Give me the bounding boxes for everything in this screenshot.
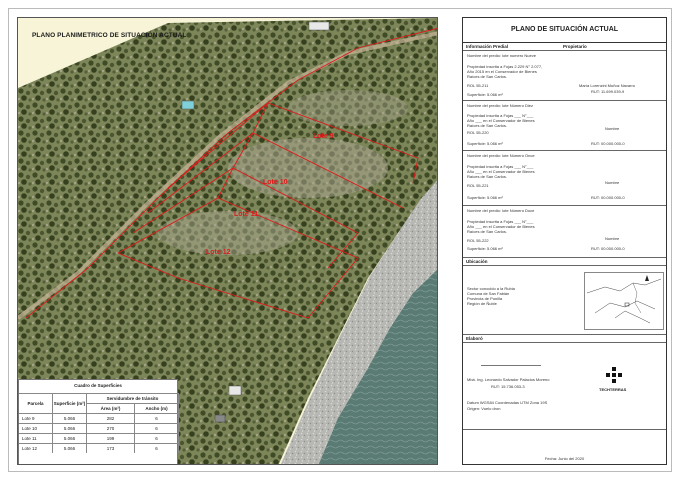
property-superficie: Superficie: 5.066 m² bbox=[467, 246, 503, 251]
property-rol: ROL 55-220 bbox=[467, 130, 489, 135]
owner-rut: RUT: 00.000.000-0 bbox=[591, 246, 625, 251]
owner-name: María Lorenzini Muñoz Navarro bbox=[579, 83, 636, 88]
orthophoto-map bbox=[17, 17, 438, 465]
table-cell: Lote 10 bbox=[19, 423, 53, 433]
owner-name: Nombre bbox=[605, 180, 620, 185]
table-cell: 6 bbox=[135, 423, 179, 433]
date-label: Fecha: Junio del 2020 bbox=[544, 456, 585, 461]
section-ubicacion-label: Ubicación bbox=[466, 259, 488, 264]
property-block-9 bbox=[463, 51, 666, 101]
property-block-12 bbox=[463, 206, 666, 258]
property-line: Año ___ en el Conservador de Bienes bbox=[467, 118, 535, 123]
owner-rut: RUT: 00.000.000-0 bbox=[591, 195, 625, 200]
owner-name: Nombre bbox=[605, 236, 620, 241]
table-cell: 6 bbox=[135, 433, 179, 443]
section-header-ubicacion bbox=[463, 258, 666, 266]
table-cell: 5.066 bbox=[53, 413, 87, 423]
location-line: Sector conocido a la Rubia bbox=[467, 286, 515, 291]
location-line: Región de Ñuble bbox=[467, 301, 497, 306]
property-superficie: Superficie: 5.066 m² bbox=[467, 92, 503, 97]
property-line: Raíces de San Carlos. bbox=[467, 229, 508, 234]
table-cell: 282 bbox=[87, 413, 135, 423]
property-rol: ROL 55-221 bbox=[467, 183, 489, 188]
elab-name: Mbá. Ing. Leonardo Salvador Palacios Moreno bbox=[467, 377, 550, 382]
section-header-predial bbox=[463, 43, 666, 51]
property-name: Nombre del predio: lote Número Once bbox=[467, 153, 535, 158]
lot-label-11: Lote 11 bbox=[234, 211, 259, 218]
property-block-10 bbox=[463, 101, 666, 151]
location-map-graphic bbox=[585, 273, 663, 329]
col-parcela: Parcela bbox=[19, 393, 53, 413]
property-superficie: Superficie: 5.066 m² bbox=[467, 195, 503, 200]
owner-name: Nombre bbox=[605, 126, 620, 131]
surface-table bbox=[18, 379, 178, 465]
section-predial-label: Información Predial bbox=[466, 44, 509, 49]
info-title: PLANO DE SITUACIÓN ACTUAL bbox=[463, 18, 666, 43]
location-line: Comuna de San Fabián bbox=[467, 291, 510, 296]
property-line: Raíces de San Carlos. bbox=[467, 123, 508, 128]
table-cell: 6 bbox=[135, 413, 179, 423]
owner-rut: RUT: 11.699.039-9 bbox=[591, 89, 625, 94]
elab-note: Origen: Vuelo dron bbox=[467, 406, 501, 411]
elab-rut: RUT: 15.736.053-3 bbox=[491, 384, 525, 389]
lot-label-9: Lote 9 bbox=[313, 133, 334, 140]
elab-note: Datum WGS84 Coordenadas UTM Zona 19S bbox=[467, 400, 548, 405]
map-title: PLANO PLANIMETRICO DE SITUACIÓN ACTUAL bbox=[32, 32, 187, 39]
property-line: Año 2015 en el Conservador de Bienes bbox=[467, 69, 537, 74]
table-cell: 5.066 bbox=[53, 443, 87, 453]
table-cell: 6 bbox=[135, 443, 179, 453]
property-line: Propiedad inscrita a Fojas ___ N°___ bbox=[467, 164, 534, 169]
surface-table-grid bbox=[19, 393, 177, 453]
property-line: Año ___ en el Conservador de Bienes bbox=[467, 224, 535, 229]
property-name: Nombre del predio: lote Número Diez bbox=[467, 103, 534, 108]
property-line: Raíces de San Carlos. bbox=[467, 174, 508, 179]
property-rol: ROL 55-211 bbox=[467, 83, 489, 88]
section-propietario-label: Propietario bbox=[563, 44, 587, 49]
signature-line bbox=[481, 365, 541, 366]
property-block-11 bbox=[463, 151, 666, 206]
location-line: Provincia de Punilla bbox=[467, 296, 503, 301]
title-block bbox=[462, 17, 667, 465]
lot-label-12: Lote 12 bbox=[206, 249, 231, 256]
surface-table-title: Cuadro de Superficies bbox=[74, 383, 122, 388]
property-line: Año ___ en el Conservador de Bienes bbox=[467, 169, 535, 174]
elaborated-by-block bbox=[463, 343, 666, 430]
property-superficie: Superficie: 5.066 m² bbox=[467, 141, 503, 146]
property-line: Propiedad inscrita a Fojas ___ N°___ bbox=[467, 113, 534, 118]
table-cell: Lote 11 bbox=[19, 433, 53, 443]
property-rol: ROL 55-222 bbox=[467, 238, 489, 243]
table-cell: 199 bbox=[87, 433, 135, 443]
owner-rut: RUT: 00.000.000-0 bbox=[591, 141, 625, 146]
table-cell: 5.066 bbox=[53, 423, 87, 433]
property-name: Nombre del predio: lote Número Doce bbox=[467, 208, 535, 213]
section-elaboro-label: Elaboró bbox=[466, 336, 483, 341]
table-cell: 173 bbox=[87, 443, 135, 453]
lot-label-10: Lote 10 bbox=[263, 179, 288, 186]
col-servidumbre: Servidumbre de tránsito bbox=[87, 393, 179, 403]
table-cell: 270 bbox=[87, 423, 135, 433]
logo-text: TECHTERRAS bbox=[599, 387, 627, 392]
location-mini-map bbox=[584, 272, 664, 330]
property-line: Propiedad inscrita a Fojas 2.229 N° 2.077, bbox=[467, 64, 543, 69]
property-line: Raíces de San Carlos. bbox=[467, 74, 508, 79]
techterras-logo-icon bbox=[606, 367, 622, 383]
property-line: Propiedad inscrita a Fojas ___ N°___ bbox=[467, 219, 534, 224]
col-superficie: Superficie (m²) bbox=[53, 393, 87, 413]
col-ancho: Ancho (m) bbox=[135, 403, 179, 413]
col-area: Área (m²) bbox=[87, 403, 135, 413]
property-name: Nombre del predio: lote numero Nueve bbox=[467, 53, 536, 58]
section-header-elaboro bbox=[463, 335, 666, 343]
table-cell: Lote 12 bbox=[19, 443, 53, 453]
table-cell: 5.066 bbox=[53, 433, 87, 443]
table-cell: Lote 9 bbox=[19, 413, 53, 423]
location-block bbox=[463, 266, 666, 335]
